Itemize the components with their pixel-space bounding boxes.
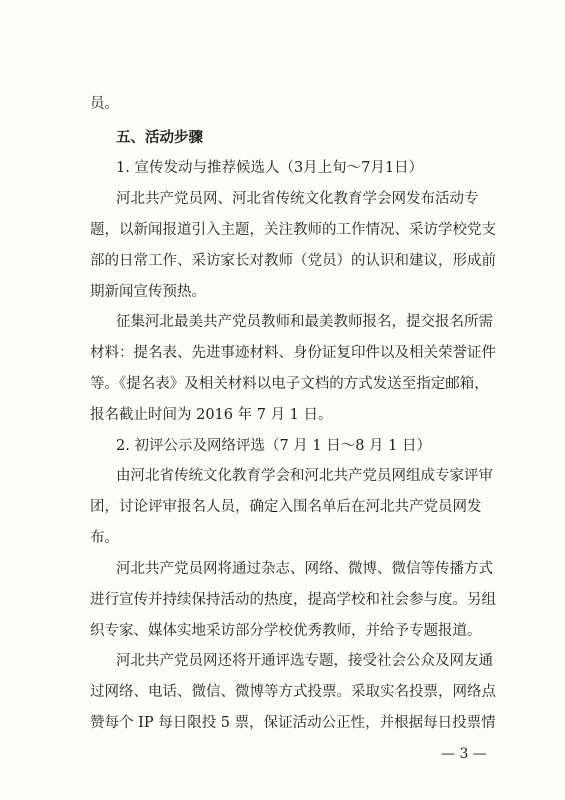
paragraph-line: 赞每个 IP 每日限投 5 票，保证活动公正性，并根据每日投票情	[90, 715, 496, 731]
paragraph-line: 河北共产党员网、河北省传统文化教育学会网发布活动专	[116, 191, 479, 207]
paragraph-line: 等。《提名表》及相关材料以电子文档的方式发送至指定邮箱，	[90, 376, 489, 392]
subsection-heading: 2. 初评公示及网络评选（7 月 1 日～8 月 1 日）	[116, 438, 431, 454]
paragraph-line: 进行宣传并持续保持活动的热度，提高学校和社会参与度。另组	[90, 592, 496, 608]
paragraph-line: 题，以新闻报道引入主题，关注教师的工作情况、采访学校党支	[90, 222, 496, 238]
paragraph-line: 征集河北最美共产党员教师和最美教师报名，提交报名所需	[116, 314, 493, 330]
paragraph-line: 由河北省传统文化教育学会和河北共产党员网组成专家评审	[116, 468, 493, 484]
paragraph-line: 团，讨论评审报名人员，确定入围名单后在河北共产党员网发	[90, 499, 482, 515]
paragraph-line: 河北共产党员网将通过杂志、网络、微博、微信等传播方式	[116, 561, 493, 577]
paragraph-line: 报名截止时间为 2016 年 7 月 1 日。	[90, 407, 333, 423]
section-heading: 五、活动步骤	[116, 130, 203, 146]
paragraph-line: 期新闻宣传预热。	[90, 284, 206, 300]
paragraph-line: 部的日常工作、采访家长对教师（党员）的认识和建议，形成前	[90, 253, 496, 269]
paragraph-line: 河北共产党员网还将开通评选专题，接受社会公众及网友通	[116, 653, 493, 669]
paragraph-line: 布。	[90, 530, 119, 546]
paragraph-line: 织专家、媒体实地采访部分学校优秀教师，并给予专题报道。	[90, 623, 482, 639]
page-number: — 3 —	[441, 746, 487, 762]
subsection-heading: 1. 宣传发动与推荐候选人（3月上旬～7月1日）	[116, 160, 424, 176]
text-line: 员。	[90, 96, 119, 112]
paragraph-line: 材料：提名表、先进事迹材料、身份证复印件以及相关荣誉证件	[90, 345, 496, 361]
paragraph-line: 过网络、电话、微信、微博等方式投票。采取实名投票，网络点	[90, 684, 496, 700]
